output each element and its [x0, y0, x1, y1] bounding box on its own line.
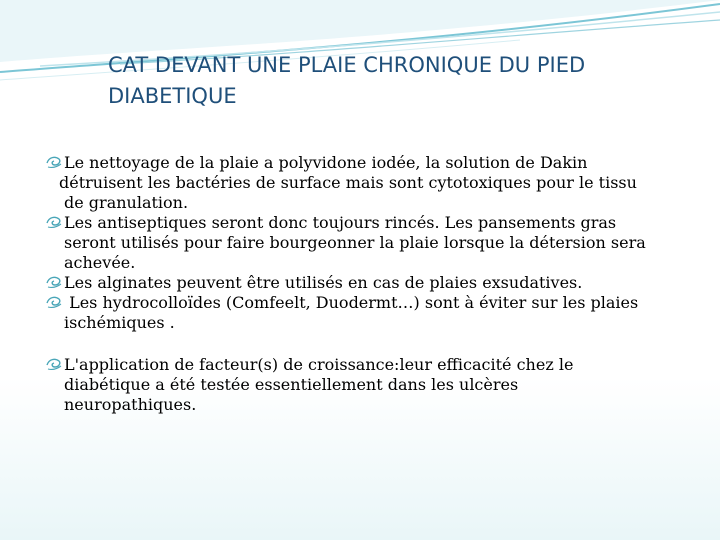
bullet-text-line: neuropathiques. — [64, 395, 197, 414]
bullet-text-line: Les alginates peuvent être utilisés en cas de plaies exsudatives. — [64, 273, 583, 292]
swirl-bullet-icon — [46, 156, 62, 169]
bullet-item-facteurs-croissance — [40, 355, 690, 415]
bullet-spacer — [40, 333, 690, 355]
bullet-text-line: détruisent les bactéries de surface mais sont cytotoxiques pour le tissu — [59, 173, 637, 192]
bullet-item-antiseptiques — [40, 213, 690, 273]
swirl-bullet-icon — [46, 358, 62, 371]
title-line-2: DIABETIQUE — [108, 84, 237, 108]
bullet-text-line: achevée. — [64, 253, 136, 272]
bullet-item-hydrocolloides — [40, 293, 690, 333]
swirl-bullet-icon — [46, 296, 62, 309]
bullet-text-line: ischémiques . — [64, 313, 175, 332]
title-line-1: CAT DEVANT UNE PLAIE CHRONIQUE DU PIED — [108, 53, 586, 77]
bullet-item-alginates — [40, 273, 690, 293]
bullet-text-line: seront utilisés pour faire bourgeonner la plaie lorsque la détersion sera — [64, 233, 646, 252]
bullet-text-line: de granulation. — [64, 193, 189, 212]
bullet-text-line: diabétique a été testée essentiellement dans les ulcères — [64, 375, 519, 394]
slide-title — [108, 50, 668, 112]
bullet-item-nettoyage — [40, 153, 690, 213]
slide-body — [40, 153, 690, 415]
bullet-text-line: Le nettoyage de la plaie a polyvidone iodée, la solution de Dakin — [64, 153, 588, 172]
swirl-bullet-icon — [46, 216, 62, 229]
bullet-text-line: L'application de facteur(s) de croissance:leur efficacité chez le — [64, 355, 574, 374]
swirl-bullet-icon — [46, 276, 62, 289]
bullet-text-line: Les antiseptiques seront donc toujours rincés. Les pansements gras — [64, 213, 617, 232]
bullet-text-line: Les hydrocolloïdes (Comfeelt, Duodermt…) sont à éviter sur les plaies — [64, 293, 639, 312]
